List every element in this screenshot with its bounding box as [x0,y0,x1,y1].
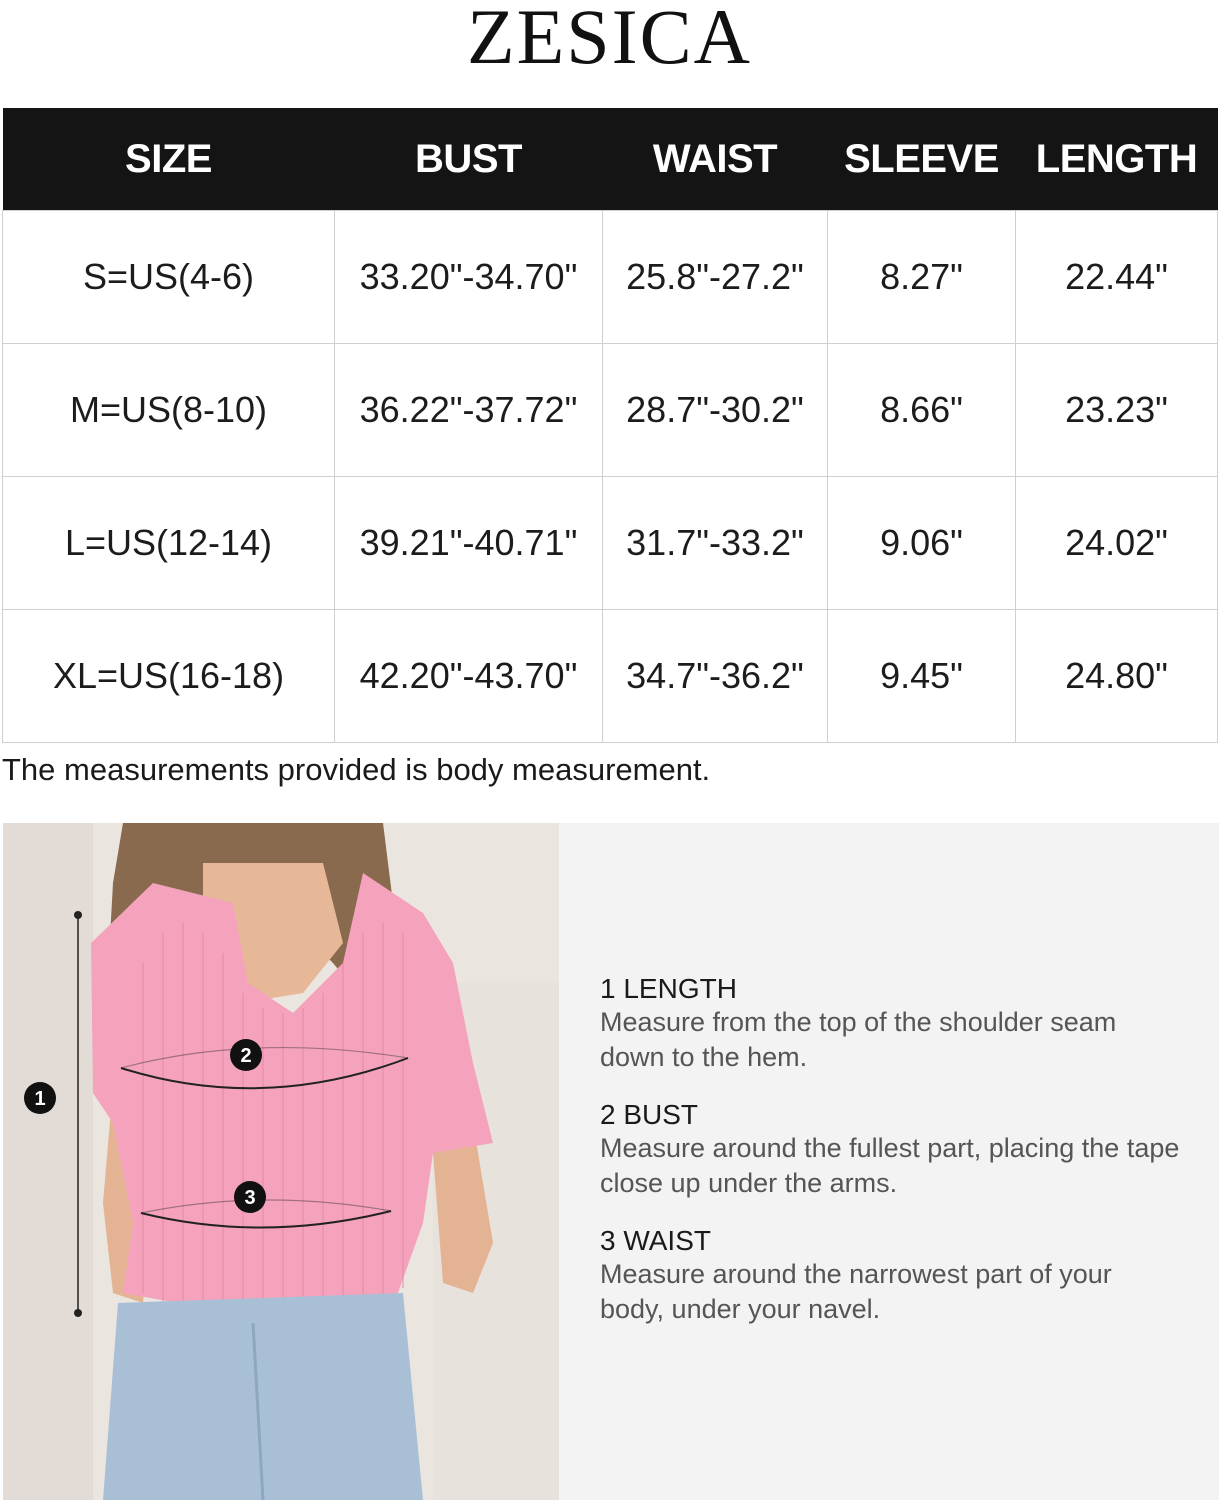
header-bust: BUST [335,108,603,211]
table-row [3,477,1218,610]
table-row [3,211,1218,344]
marker-2: 2 [240,1045,252,1067]
cell-sleeve: 9.06" [828,477,1016,610]
brand-logo: ZESICA [467,0,752,80]
guide-title-waist: 3 WAIST [600,1225,711,1256]
table-row [3,610,1218,743]
cell-waist: 28.7"-30.2" [603,344,828,477]
cell-waist: 25.8"-27.2" [603,211,828,344]
marker-3: 3 [244,1187,256,1209]
cell-bust: 33.20"-34.70" [335,211,603,344]
measure-guide-panel [559,823,1219,1500]
guide-desc-bust: Measure around the fullest part, placing the tape close up under the arms. [600,1133,1180,1198]
table-row [3,344,1218,477]
guide-title-length: 1 LENGTH [600,973,737,1004]
guide-desc-length: Measure from the top of the shoulder seam down to the hem. [600,1007,1117,1072]
cell-length: 23.23" [1016,344,1218,477]
cell-length: 24.80" [1016,610,1218,743]
cell-size: L=US(12-14) [3,477,335,610]
cell-sleeve: 8.27" [828,211,1016,344]
guide-desc-waist: Measure around the narrowest part of your body, under your navel. [600,1259,1112,1324]
measurement-note: The measurements provided is body measurement. [2,752,711,787]
cell-size: S=US(4-6) [3,211,335,344]
cell-waist: 34.7"-36.2" [603,610,828,743]
cell-waist: 31.7"-33.2" [603,477,828,610]
model-illustration [3,823,559,1500]
header-size: SIZE [3,108,335,211]
cell-bust: 42.20"-43.70" [335,610,603,743]
table-header-row [3,108,1218,211]
cell-length: 22.44" [1016,211,1218,344]
model-photo [3,823,559,1500]
cell-size: XL=US(16-18) [3,610,335,743]
cell-bust: 36.22"-37.72" [335,344,603,477]
cell-sleeve: 8.66" [828,344,1016,477]
cell-bust: 39.21"-40.71" [335,477,603,610]
cell-size: M=US(8-10) [3,344,335,477]
header-length: LENGTH [1016,108,1218,211]
header-sleeve: SLEEVE [828,108,1016,211]
cell-sleeve: 9.45" [828,610,1016,743]
guide-title-bust: 2 BUST [600,1099,699,1130]
header-waist: WAIST [603,108,828,211]
size-chart-table [2,108,1218,743]
cell-length: 24.02" [1016,477,1218,610]
marker-1: 1 [34,1088,46,1110]
measure-guide [600,973,1180,1351]
